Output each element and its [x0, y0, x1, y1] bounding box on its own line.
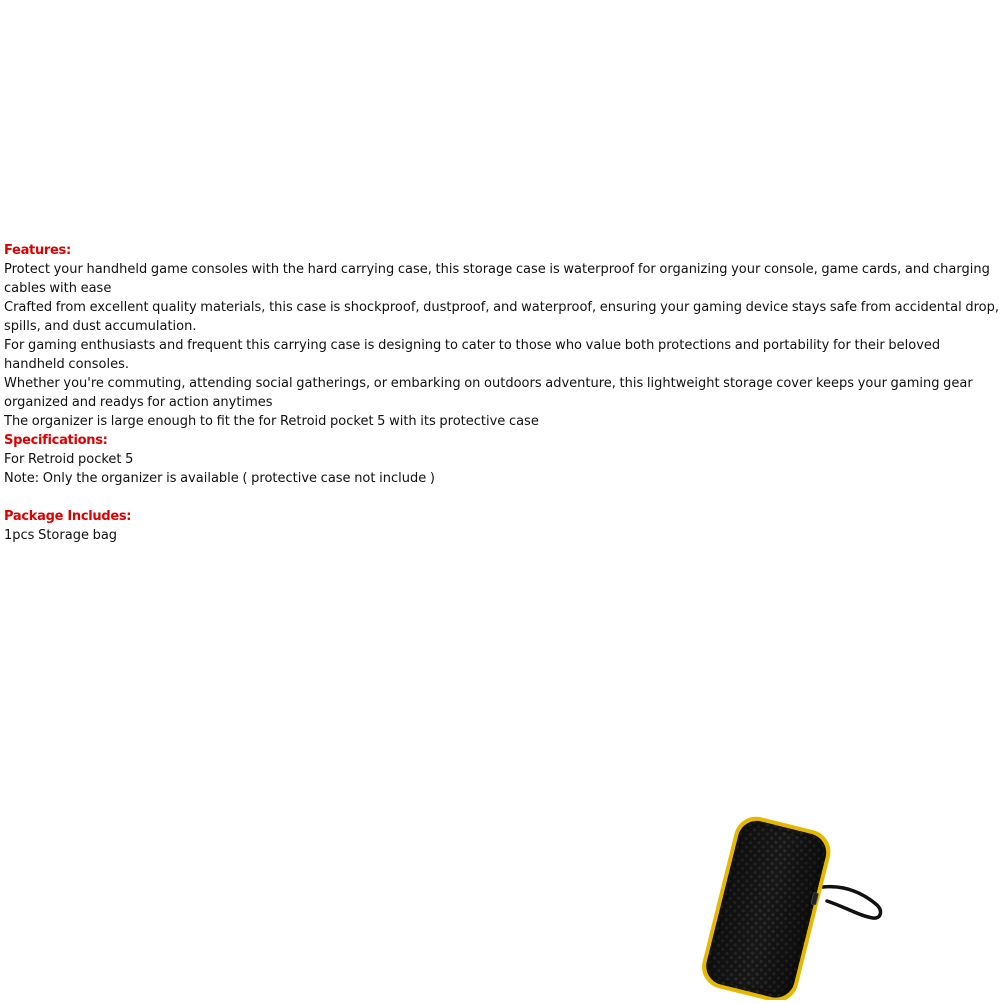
feature-item: For gaming enthusiasts and frequent this carrying case is designing to cater to those who value both protections and portability for their beloved handheld consoles. [4, 338, 941, 372]
feature-item: Protect your handheld game consoles with the hard carrying case, this storage case is waterproof for organizing your console, game cards, and charging cables with ease [4, 262, 990, 296]
feature-item: The organizer is large enough to fit the for Retroid pocket 5 with its protective case [4, 414, 539, 429]
package-heading: Package Includes: [4, 509, 132, 524]
section-spacer [4, 488, 1000, 507]
carrying-case-image [695, 815, 890, 1000]
carrying-case-photo-icon [695, 815, 890, 1000]
product-description [4, 241, 1000, 545]
wrist-strap [823, 887, 880, 918]
features-heading: Features: [4, 243, 71, 258]
specification-item: Note: Only the organizer is available ( protective case not include ) [4, 471, 435, 486]
package-item: 1pcs Storage bag [4, 528, 118, 543]
specifications-heading: Specifications: [4, 433, 108, 448]
specification-item: For Retroid pocket 5 [4, 452, 134, 467]
feature-item: Crafted from excellent quality materials, this case is shockproof, dustproof, and waterproof, ensuring your gaming device stays safe from accidental drop, spills, and dust accumulation. [4, 300, 999, 334]
feature-item: Whether you're commuting, attending social gatherings, or embarking on outdoors adventure, this lightweight storage cover keeps your gaming gear organized and readys for action anytimes [4, 376, 973, 410]
